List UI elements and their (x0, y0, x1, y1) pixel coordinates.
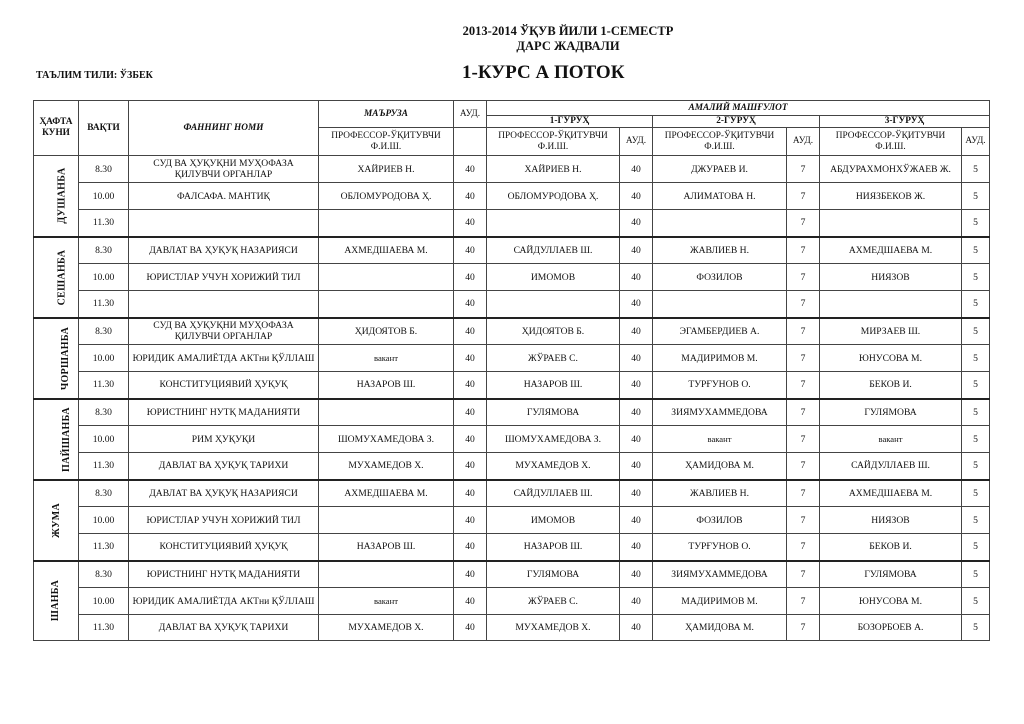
lecture-aud-cell: 40 (454, 264, 487, 291)
header-group-1: 1-ГУРУҲ (487, 116, 653, 128)
subject-cell: ЮРИДИК АМАЛИЁТДА АКТни ҚЎЛЛАШ (129, 588, 319, 615)
group3-aud-cell: 5 (962, 615, 990, 641)
lecturer-cell: НАЗАРОВ Ш. (319, 534, 454, 561)
subject-cell (129, 291, 319, 318)
lecture-aud-cell: 40 (454, 156, 487, 183)
group3-teacher-cell: БОЗОРБОЕВ А. (820, 615, 962, 641)
group3-aud-cell: 5 (962, 534, 990, 561)
group3-aud-cell: 5 (962, 183, 990, 210)
group3-teacher-cell: САЙДУЛЛАЕВ Ш. (820, 453, 962, 480)
time-cell: 8.30 (79, 399, 129, 426)
time-cell: 11.30 (79, 615, 129, 641)
group2-aud-cell: 7 (787, 561, 820, 588)
subject-cell: ЮРИСТЛАР УЧУН ХОРИЖИЙ ТИЛ (129, 264, 319, 291)
header-g1-aud: АУД. (620, 128, 653, 156)
group1-aud-cell: 40 (620, 318, 653, 345)
group1-aud-cell: 40 (620, 561, 653, 588)
group1-teacher-cell (487, 210, 620, 237)
group2-teacher-cell: АЛИМАТОВА Н. (653, 183, 787, 210)
schedule-row (34, 183, 990, 210)
lecture-aud-cell: 40 (454, 588, 487, 615)
group2-teacher-cell: ҲАМИДОВА М. (653, 453, 787, 480)
lecture-aud-cell: 40 (454, 399, 487, 426)
group2-aud-cell: 7 (787, 291, 820, 318)
group1-teacher-cell: ОБЛОМУРОДОВА Ҳ. (487, 183, 620, 210)
lecturer-cell (319, 399, 454, 426)
schedule-row (34, 318, 990, 345)
group3-aud-cell: 5 (962, 426, 990, 453)
subject-cell: ДАВЛАТ ВА ҲУҚУҚ НАЗАРИЯСИ (129, 237, 319, 264)
schedule-row (34, 507, 990, 534)
day-name: ДУШАНБА (56, 167, 68, 224)
group3-teacher-cell: БЕКОВ И. (820, 534, 962, 561)
lecturer-cell (319, 291, 454, 318)
group1-aud-cell: 40 (620, 534, 653, 561)
header-lecture: МАЪРУЗА (319, 101, 454, 128)
subject-cell: ДАВЛАТ ВА ҲУҚУҚ НАЗАРИЯСИ (129, 480, 319, 507)
time-cell: 8.30 (79, 480, 129, 507)
group1-teacher-cell: МУХАМЕДОВ Х. (487, 615, 620, 641)
lecturer-cell: НАЗАРОВ Ш. (319, 372, 454, 399)
group2-teacher-cell: ЖАВЛИЕВ Н. (653, 237, 787, 264)
schedule-row (34, 156, 990, 183)
time-cell: 8.30 (79, 156, 129, 183)
schedule-row (34, 264, 990, 291)
group1-teacher-cell: ИМОМОВ (487, 264, 620, 291)
group2-aud-cell: 7 (787, 507, 820, 534)
group3-aud-cell: 5 (962, 480, 990, 507)
day-name: ЧОРШАНБА (60, 326, 72, 390)
lecture-aud-cell: 40 (454, 318, 487, 345)
group2-teacher-cell: ЖАВЛИЕВ Н. (653, 480, 787, 507)
group3-aud-cell: 5 (962, 291, 990, 318)
group3-aud-cell: 5 (962, 264, 990, 291)
group3-teacher-cell: ЮНУСОВА М. (820, 345, 962, 372)
header-group-2: 2-ГУРУҲ (653, 116, 820, 128)
group2-teacher-cell (653, 291, 787, 318)
lecturer-cell: АХМЕДШАЕВА М. (319, 237, 454, 264)
group3-teacher-cell: АХМЕДШАЕВА М. (820, 237, 962, 264)
schedule-row (34, 480, 990, 507)
lecturer-cell: вакант (319, 345, 454, 372)
group2-aud-cell: 7 (787, 183, 820, 210)
time-cell: 8.30 (79, 318, 129, 345)
group1-aud-cell: 40 (620, 291, 653, 318)
lecture-aud-cell: 40 (454, 507, 487, 534)
day-name-cell (34, 480, 79, 561)
group3-teacher-cell: АХМЕДШАЕВА М. (820, 480, 962, 507)
day-name-cell (34, 399, 79, 480)
day-name-cell (34, 237, 79, 318)
group3-teacher-cell: вакант (820, 426, 962, 453)
time-cell: 8.30 (79, 237, 129, 264)
subject-cell: КОНСТИТУЦИЯВИЙ ҲУҚУҚ (129, 534, 319, 561)
group3-teacher-cell: ГУЛЯМОВА (820, 561, 962, 588)
group1-teacher-cell: ЖЎРАЕВ С. (487, 588, 620, 615)
subject-cell: ЮРИСТНИНГ НУТҚ МАДАНИЯТИ (129, 399, 319, 426)
group3-teacher-cell: МИРЗАЕВ Ш. (820, 318, 962, 345)
group2-teacher-cell: ҲАМИДОВА М. (653, 615, 787, 641)
group1-aud-cell: 40 (620, 453, 653, 480)
day-name-cell (34, 561, 79, 641)
header-practical: АМАЛИЙ МАШҒУЛОТ (487, 101, 990, 116)
group2-teacher-cell: ФОЗИЛОВ (653, 264, 787, 291)
group3-aud-cell: 5 (962, 318, 990, 345)
lecture-aud-cell: 40 (454, 237, 487, 264)
group1-teacher-cell: ҲИДОЯТОВ Б. (487, 318, 620, 345)
group1-aud-cell: 40 (620, 399, 653, 426)
group1-teacher-cell: МУХАМЕДОВ Х. (487, 453, 620, 480)
group2-teacher-cell: ДЖУРАЕВ И. (653, 156, 787, 183)
time-cell: 11.30 (79, 372, 129, 399)
header-lecture-aud: АУД. (454, 101, 487, 128)
header-day: ҲАФТА КУНИ (34, 101, 79, 156)
lecture-aud-cell: 40 (454, 426, 487, 453)
subject-cell: ДАВЛАТ ВА ҲУҚУҚ ТАРИХИ (129, 453, 319, 480)
group3-aud-cell: 5 (962, 507, 990, 534)
group1-teacher-cell: ИМОМОВ (487, 507, 620, 534)
group1-teacher-cell: САЙДУЛЛАЕВ Ш. (487, 480, 620, 507)
schedule-row (34, 588, 990, 615)
group3-teacher-cell: БЕКОВ И. (820, 372, 962, 399)
subject-cell: ДАВЛАТ ВА ҲУҚУҚ ТАРИХИ (129, 615, 319, 641)
group3-teacher-cell: НИЯЗОВ (820, 264, 962, 291)
group2-aud-cell: 7 (787, 345, 820, 372)
header-g3-teacher: ПРОФЕССОР-ЎҚИТУВЧИ Ф.И.Ш. (820, 128, 962, 156)
lecturer-cell (319, 210, 454, 237)
group1-teacher-cell: ХАЙРИЕВ Н. (487, 156, 620, 183)
lecture-aud-cell: 40 (454, 345, 487, 372)
group3-aud-cell: 5 (962, 453, 990, 480)
header-g2-teacher: ПРОФЕССОР-ЎҚИТУВЧИ Ф.И.Ш. (653, 128, 787, 156)
lecturer-cell: МУХАМЕДОВ Х. (319, 453, 454, 480)
group1-teacher-cell: ШОМУХАМЕДОВА З. (487, 426, 620, 453)
group2-aud-cell: 7 (787, 210, 820, 237)
lecturer-cell: вакант (319, 588, 454, 615)
lecturer-cell: МУХАМЕДОВ Х. (319, 615, 454, 641)
group3-teacher-cell: ГУЛЯМОВА (820, 399, 962, 426)
lecture-aud-cell: 40 (454, 291, 487, 318)
lecture-aud-cell: 40 (454, 534, 487, 561)
group3-aud-cell: 5 (962, 345, 990, 372)
group2-teacher-cell (653, 210, 787, 237)
schedule-row (34, 615, 990, 641)
group1-aud-cell: 40 (620, 183, 653, 210)
group2-aud-cell: 7 (787, 237, 820, 264)
lecturer-cell: ОБЛОМУРОДОВА Ҳ. (319, 183, 454, 210)
time-cell: 8.30 (79, 561, 129, 588)
time-cell: 10.00 (79, 426, 129, 453)
group3-aud-cell: 5 (962, 156, 990, 183)
group2-teacher-cell: ТУРҒУНОВ О. (653, 372, 787, 399)
schedule-row (34, 372, 990, 399)
group3-teacher-cell (820, 210, 962, 237)
group1-teacher-cell (487, 291, 620, 318)
group1-aud-cell: 40 (620, 507, 653, 534)
group3-aud-cell: 5 (962, 588, 990, 615)
day-name: СЕШАНБА (56, 249, 68, 305)
group1-teacher-cell: ГУЛЯМОВА (487, 399, 620, 426)
schedule-row (34, 453, 990, 480)
language-label: ТАЪЛИМ ТИЛИ: ЎЗБЕК (36, 70, 153, 81)
header-lecture-teacher: ПРОФЕССОР-ЎҚИТУВЧИ Ф.И.Ш. (319, 128, 454, 156)
group1-aud-cell: 40 (620, 210, 653, 237)
group2-aud-cell: 7 (787, 156, 820, 183)
lecture-aud-cell: 40 (454, 372, 487, 399)
time-cell: 10.00 (79, 183, 129, 210)
group2-aud-cell: 7 (787, 426, 820, 453)
group3-teacher-cell: НИЯЗОВ (820, 507, 962, 534)
subject-cell: ФАЛСАФА. МАНТИҚ (129, 183, 319, 210)
lecture-aud-cell: 40 (454, 453, 487, 480)
schedule-row (34, 399, 990, 426)
subject-cell: ЮРИСТНИНГ НУТҚ МАДАНИЯТИ (129, 561, 319, 588)
group2-aud-cell: 7 (787, 399, 820, 426)
group2-teacher-cell: МАДИРИМОВ М. (653, 588, 787, 615)
title-schedule: ДАРС ЖАДВАЛИ (516, 39, 620, 53)
schedule-row (34, 291, 990, 318)
schedule-row (34, 534, 990, 561)
subject-cell: СУД ВА ҲУҚУҚНИ МУҲОФАЗА ҚИЛУВЧИ ОРГАНЛАР (129, 156, 319, 183)
header-g3-aud: АУД. (962, 128, 990, 156)
schedule-row (34, 561, 990, 588)
group2-aud-cell: 7 (787, 480, 820, 507)
group3-aud-cell: 5 (962, 399, 990, 426)
subject-cell: ЮРИСТЛАР УЧУН ХОРИЖИЙ ТИЛ (129, 507, 319, 534)
time-cell: 11.30 (79, 453, 129, 480)
subject-cell: КОНСТИТУЦИЯВИЙ ҲУҚУҚ (129, 372, 319, 399)
schedule-row (34, 210, 990, 237)
group1-aud-cell: 40 (620, 372, 653, 399)
group1-teacher-cell: ЖЎРАЕВ С. (487, 345, 620, 372)
group2-aud-cell: 7 (787, 264, 820, 291)
group1-aud-cell: 40 (620, 426, 653, 453)
group2-teacher-cell: МАДИРИМОВ М. (653, 345, 787, 372)
header-g1-teacher: ПРОФЕССОР-ЎҚИТУВЧИ Ф.И.Ш. (487, 128, 620, 156)
day-name: ЖУМА (50, 502, 62, 538)
time-cell: 11.30 (79, 210, 129, 237)
group1-aud-cell: 40 (620, 480, 653, 507)
subject-cell: ЮРИДИК АМАЛИЁТДА АКТни ҚЎЛЛАШ (129, 345, 319, 372)
group3-aud-cell: 5 (962, 561, 990, 588)
group2-aud-cell: 7 (787, 534, 820, 561)
subject-cell (129, 210, 319, 237)
group3-aud-cell: 5 (962, 210, 990, 237)
lecture-aud-cell: 40 (454, 480, 487, 507)
day-name: ШАНБА (50, 580, 62, 622)
header-g2-aud: АУД. (787, 128, 820, 156)
lecture-aud-cell: 40 (454, 615, 487, 641)
lecturer-cell: ШОМУХАМЕДОВА З. (319, 426, 454, 453)
day-name-cell (34, 156, 79, 237)
group3-teacher-cell: ЮНУСОВА М. (820, 588, 962, 615)
lecture-aud-cell: 40 (454, 210, 487, 237)
group1-teacher-cell: ГУЛЯМОВА (487, 561, 620, 588)
group2-aud-cell: 7 (787, 453, 820, 480)
time-cell: 10.00 (79, 264, 129, 291)
group3-aud-cell: 5 (962, 372, 990, 399)
lecturer-cell (319, 561, 454, 588)
schedule-body (34, 156, 990, 641)
day-name: ПАЙШАНБА (60, 406, 72, 472)
lecturer-cell (319, 507, 454, 534)
lecturer-cell: АХМЕДШАЕВА М. (319, 480, 454, 507)
lecturer-cell (319, 264, 454, 291)
group2-aud-cell: 7 (787, 615, 820, 641)
lecture-aud-cell: 40 (454, 183, 487, 210)
schedule-row (34, 426, 990, 453)
course-title: 1-КУРС А ПОТОК (462, 62, 625, 83)
group2-teacher-cell: ЭГАМБЕРДИЕВ А. (653, 318, 787, 345)
group2-aud-cell: 7 (787, 372, 820, 399)
schedule-row (34, 345, 990, 372)
group1-aud-cell: 40 (620, 237, 653, 264)
time-cell: 10.00 (79, 345, 129, 372)
group1-aud-cell: 40 (620, 264, 653, 291)
group1-aud-cell: 40 (620, 588, 653, 615)
time-cell: 10.00 (79, 507, 129, 534)
group2-teacher-cell: ФОЗИЛОВ (653, 507, 787, 534)
title-year-semester: 2013-2014 ЎҚУВ ЙИЛИ 1-СЕМЕСТР (462, 24, 674, 38)
group1-teacher-cell: НАЗАРОВ Ш. (487, 534, 620, 561)
day-name-cell (34, 318, 79, 399)
group1-aud-cell: 40 (620, 615, 653, 641)
lecture-aud-cell: 40 (454, 561, 487, 588)
group1-teacher-cell: НАЗАРОВ Ш. (487, 372, 620, 399)
header-time: ВАҚТИ (79, 101, 129, 156)
group2-teacher-cell: ЗИЯМУХАММЕДОВА (653, 561, 787, 588)
group3-teacher-cell: НИЯЗБЕКОВ Ж. (820, 183, 962, 210)
subject-cell: СУД ВА ҲУҚУҚНИ МУҲОФАЗА ҚИЛУВЧИ ОРГАНЛАР (129, 318, 319, 345)
group2-teacher-cell: ЗИЯМУХАММЕДОВА (653, 399, 787, 426)
schedule-row (34, 237, 990, 264)
group2-aud-cell: 7 (787, 318, 820, 345)
group1-aud-cell: 40 (620, 345, 653, 372)
group1-aud-cell: 40 (620, 156, 653, 183)
header-group-3: 3-ГУРУҲ (820, 116, 990, 128)
subject-cell: РИМ ҲУҚУҚИ (129, 426, 319, 453)
header-subject: ФАННИНГ НОМИ (129, 101, 319, 156)
group2-teacher-cell: ТУРҒУНОВ О. (653, 534, 787, 561)
time-cell: 11.30 (79, 291, 129, 318)
time-cell: 11.30 (79, 534, 129, 561)
lecturer-cell: ХАЙРИЕВ Н. (319, 156, 454, 183)
group3-aud-cell: 5 (962, 237, 990, 264)
time-cell: 10.00 (79, 588, 129, 615)
group3-teacher-cell: АБДУРАХМОНХЎЖАЕВ Ж. (820, 156, 962, 183)
lecturer-cell: ҲИДОЯТОВ Б. (319, 318, 454, 345)
group3-teacher-cell (820, 291, 962, 318)
group2-teacher-cell: вакант (653, 426, 787, 453)
header-lecture-aud-2 (454, 128, 487, 156)
group1-teacher-cell: САЙДУЛЛАЕВ Ш. (487, 237, 620, 264)
group2-aud-cell: 7 (787, 588, 820, 615)
schedule-table (33, 100, 990, 641)
